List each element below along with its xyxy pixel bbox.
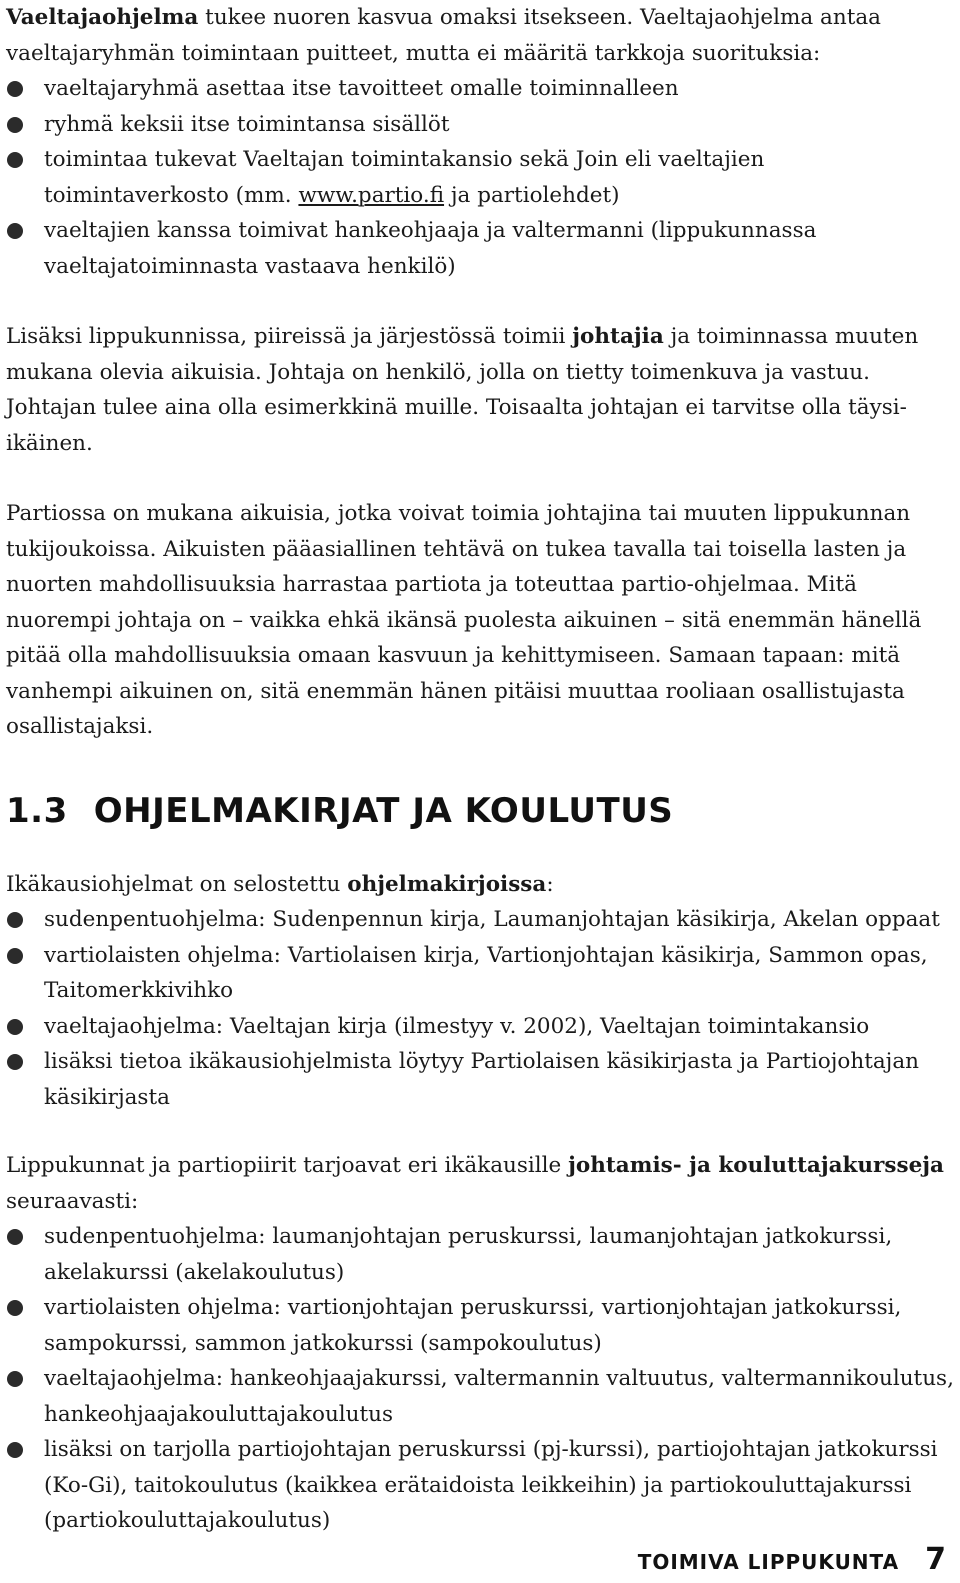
list-item-text: ryhmä keksii itse toimintansa sisällöt — [44, 111, 450, 137]
page — [6, 0, 954, 1539]
list-item — [6, 1361, 954, 1432]
section1-intro-bold: Vaeltajaohjelma — [6, 5, 199, 30]
paragraph-text: : — [546, 871, 554, 897]
bullet-icon — [7, 948, 23, 964]
paragraph-text: Ikäkausiohjelmat on selostettu — [6, 871, 348, 897]
section2-bullet-list — [6, 902, 954, 1115]
list-item — [6, 938, 954, 1009]
list-item-text: vaeltajaohjelma: hankeohjaajakurssi, valtermannin valtuutus, valtermannikoulutus, hankeohjaajakouluttajakoulutus — [44, 1366, 954, 1427]
list-item — [6, 71, 954, 107]
bullet-icon — [7, 81, 23, 97]
list-item-text: lisäksi on tarjolla partiojohtajan peruskurssi (pj-kurssi), partiojohtajan jatkokurssi (Ko-Gi), taitokoulutus (kaikkea erätaidoista leikkeihin) ja partiokouluttajakurssi (partiokouluttajakoulutus) — [44, 1437, 938, 1533]
list-item-text-end: ja partiolehdet) — [444, 182, 620, 208]
bullet-icon — [7, 1300, 23, 1316]
section3-intro — [6, 1148, 954, 1219]
paragraph-bold-term: johtamis- ja kouluttajakursseja — [568, 1153, 944, 1178]
list-item-text: toimintaa tukevat Vaeltajan toimintakansio sekä Join eli vaeltajien toimintaverkosto (mm. — [44, 147, 765, 208]
bullet-icon — [7, 1229, 23, 1245]
bullet-icon — [7, 1442, 23, 1458]
bullet-icon — [7, 1371, 23, 1387]
bullet-icon — [7, 117, 23, 133]
paragraph-adults: Partiossa on mukana aikuisia, jotka voivat toimia johtajina tai muuten lippukunnan tukijoukoissa. Aikuisten pääasiallinen tehtävä on tukea tavalla tai toisella lasten ja nuorten mahdollisuuksia harrastaa partiota ja toteuttaa partio-ohjelmaa. Mitä nuorempi johtaja on – vaikka ehkä ikänsä puolesta aikuinen – sitä enemmän hänellä pitää olla mahdollisuuksia omaan kasvuun ja kehittymiseen. Samaan tapaan: mitä vanhempi aikuinen on, sitä enemmän hänen pitäisi muuttaa rooliaan osallistujasta osallistajaksi. — [6, 501, 922, 739]
page-number: 7 — [925, 1542, 946, 1577]
section3-bullet-list — [6, 1219, 954, 1539]
bullet-icon — [7, 912, 23, 928]
list-item — [6, 142, 954, 213]
paragraph-text: Lippukunnat ja partiopiirit tarjoavat eri ikäkausille — [6, 1153, 569, 1178]
list-item — [6, 1219, 954, 1290]
section1-intro-text: tukee nuoren kasvua omaksi itsekseen. Vaeltajaohjelma antaa vaeltajaryhmän toimintaan puitteet, mutta ei määritä tarkkoja suorituksia: — [6, 5, 881, 66]
list-item-text: vaeltajien kanssa toimivat hankeohjaaja ja valtermanni (lippukunnassa vaeltajatoiminnasta vastaava henkilö) — [44, 218, 817, 279]
bullet-icon — [7, 1019, 23, 1035]
section-number: 1.3 — [6, 790, 68, 831]
list-item — [6, 902, 954, 938]
paragraph-text: ja toiminnassa muuten mukana olevia aikuisia. Johtaja on henkilö, jolla on tietty toimenkuva ja vastuu. Johtajan tulee aina olla esimerkkinä muille. Toisaalta johtajan ei tarvitse olla täysi-ikäinen. — [6, 324, 919, 456]
paragraph-text: seuraavasti: — [6, 1188, 139, 1214]
section1-intro — [6, 0, 954, 71]
list-item — [6, 213, 954, 284]
footer-title: TOIMIVA LIPPUKUNTA — [637, 1550, 900, 1574]
list-item-text: sudenpentuohjelma: laumanjohtajan peruskurssi, laumanjohtajan jatkokurssi, akelakurssi (akelakoulutus) — [44, 1224, 893, 1285]
list-item-text: vartiolaisten ohjelma: Vartiolaisen kirja, Vartionjohtajan käsikirja, Sammon opas, Taitomerkkivihko — [44, 942, 928, 1003]
section-heading — [6, 791, 954, 831]
bullet-icon — [7, 152, 23, 168]
list-item-text: lisäksi tietoa ikäkausiohjelmista löytyy Partiolaisen käsikirjasta ja Partiojohtajan käsikirjasta — [44, 1049, 919, 1110]
paragraph-text: Lisäksi lippukunnissa, piireissä ja järjestössä toimii — [6, 324, 573, 349]
paragraph-bold-term: johtajia — [572, 324, 664, 349]
paragraph-bold-term: ohjelmakirjoissa — [347, 871, 547, 897]
list-item-text: vartiolaisten ohjelma: vartionjohtajan peruskurssi, vartionjohtajan jatkokurssi, sampokurssi, sammon jatkokurssi (sampokoulutus) — [44, 1295, 902, 1356]
list-item — [6, 1432, 954, 1539]
list-item — [6, 1044, 954, 1115]
page-footer — [638, 1542, 946, 1577]
bullet-icon — [7, 223, 23, 239]
list-item — [6, 107, 954, 143]
section2-intro — [6, 867, 954, 903]
partio-link[interactable]: www.partio.fi — [298, 182, 445, 208]
list-item-text: vaeltajaryhmä asettaa itse tavoitteet omalle toiminnalleen — [44, 76, 679, 101]
bullet-icon — [7, 1054, 23, 1070]
section1-bullet-list — [6, 71, 954, 284]
section-title: OHJELMAKIRJAT JA KOULUTUS — [93, 790, 674, 831]
list-item-text: sudenpentuohjelma: Sudenpennun kirja, Laumanjohtajan käsikirja, Akelan oppaat — [44, 907, 940, 932]
list-item — [6, 1009, 954, 1045]
paragraph-leaders — [6, 319, 954, 461]
list-item-text: vaeltajaohjelma: Vaeltajan kirja (ilmestyy v. 2002), Vaeltajan toimintakansio — [44, 1013, 870, 1039]
list-item — [6, 1290, 954, 1361]
